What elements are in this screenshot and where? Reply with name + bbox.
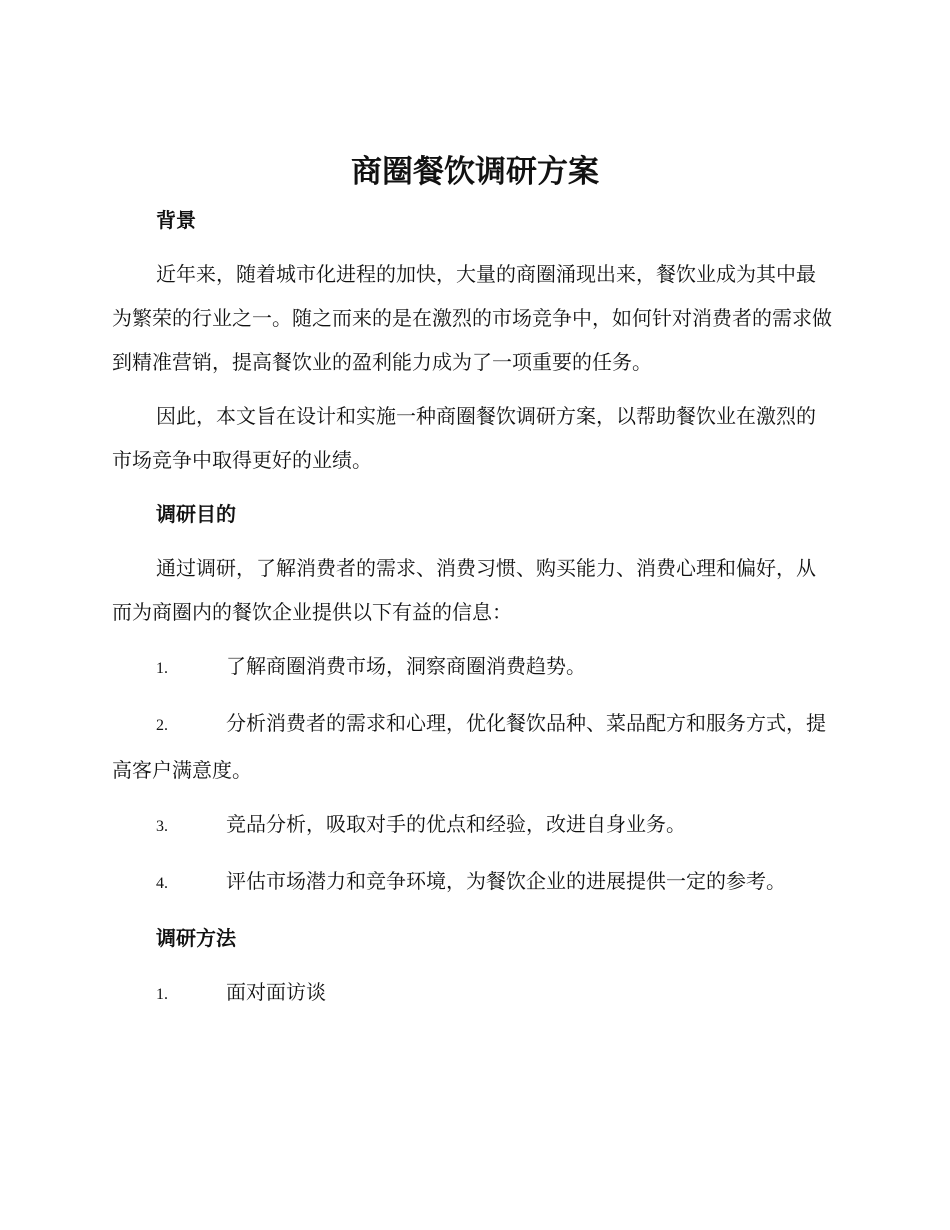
section-heading-background: 背景 [156,208,196,232]
background-paragraph-2: 因此，本文旨在设计和实施一种商圈餐饮调研方案，以帮助餐饮业在激烈的市场竞争中取得更好的业绩。 [112,404,816,472]
purpose-intro-paragraph: 通过调研，了解消费者的需求、消费习惯、购买能力、消费心理和偏好，从而为商圈内的餐饮企业提供以下有益的信息： [112,556,816,624]
list-item-text: 了解商圈消费市场，洞察商圈消费趋势。 [226,654,586,678]
list-item-text: 评估市场潜力和竞争环境，为餐饮企业的进展提供一定的参考。 [226,869,786,893]
list-item [112,859,834,906]
page-title: 商圈餐饮调研方案 [351,154,599,190]
list-item-number: 1. [156,986,168,1003]
section-heading-purpose: 调研目的 [156,502,236,526]
list-item [112,644,834,691]
list-item [112,701,834,792]
list-item-number: 1. [156,660,168,677]
background-paragraph-1: 近年来，随着城市化进程的加快，大量的商圈涌现出来，餐饮业成为其中最为繁荣的行业之一。随之而来的是在激烈的市场竞争中，如何针对消费者的需求做到精准营销，提高餐饮业的盈利能力成为了一项重要的任务。 [112,262,832,374]
list-item-number: 3. [156,818,168,835]
list-item [112,802,834,849]
section-heading-methods: 调研方法 [156,926,236,950]
list-item-text: 竞品分析，吸取对手的优点和经验，改进自身业务。 [226,812,686,836]
list-item [112,970,834,1017]
list-item-number: 4. [156,875,168,892]
list-item-text: 面对面访谈 [226,980,326,1004]
list-item-text: 分析消费者的需求和心理，优化餐饮品种、菜品配方和服务方式，提高客户满意度。 [112,711,826,782]
document-body [112,198,834,1017]
list-item-number: 2. [156,717,168,734]
